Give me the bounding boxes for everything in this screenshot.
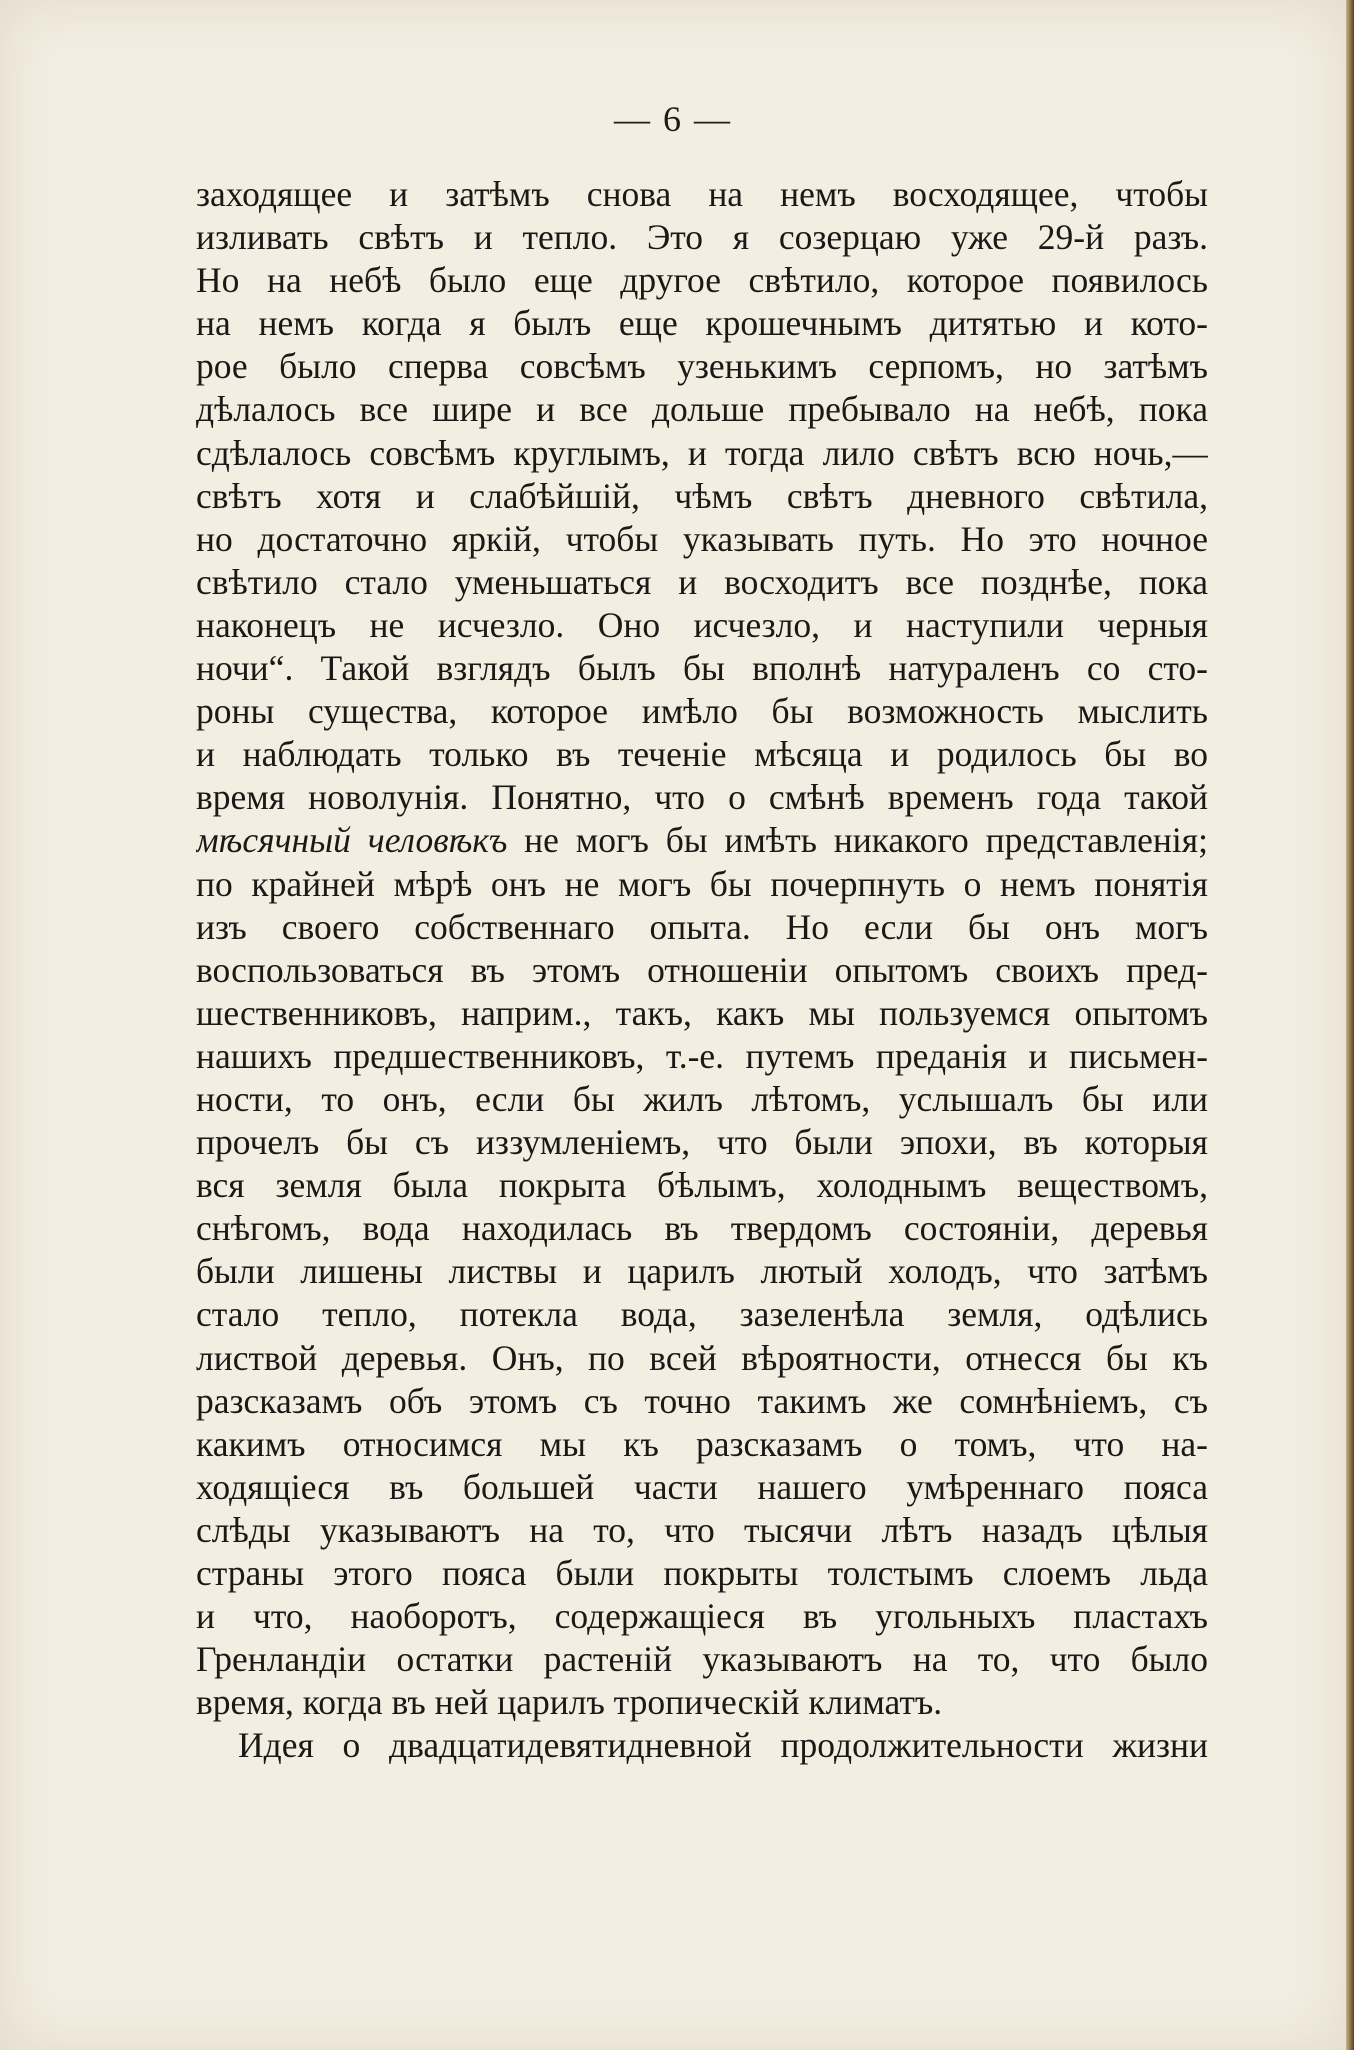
text-line-rest: не могъ бы имѣть никакого представленія;	[524, 820, 1208, 861]
text-line: наконецъ не исчезло. Оно исчезло, и наступили черныя	[196, 604, 1208, 645]
text-line: разсказамъ объ этомъ съ точно такимъ же сомнѣніемъ, съ	[196, 1380, 1208, 1421]
text-line: заходящее и затѣмъ снова на немъ восходящее, чтобы	[196, 174, 1208, 214]
text-line: стало тепло, потекла вода, зазеленѣла земля, одѣлись	[196, 1294, 1208, 1335]
text-line: дѣлалось все шире и все дольше пребывало на небѣ, пока	[196, 389, 1208, 430]
text-line: но достаточно яркій, чтобы указывать путь. Но это ночное	[196, 518, 1208, 559]
text-line-with-italic	[196, 819, 1208, 862]
text-line: свѣтъ хотя и слабѣйшій, чѣмъ свѣтъ дневного свѣтила,	[196, 475, 1208, 516]
text-line: Но на небѣ было еще другое свѣтило, которое появилось	[196, 260, 1208, 301]
text-line: и наблюдать только въ теченіе мѣсяца и родилось бы во	[196, 734, 1208, 775]
text-line: рое было сперва совсѣмъ узенькимъ серпомъ, но затѣмъ	[196, 346, 1208, 387]
text-line: вся земля была покрыта бѣлымъ, холоднымъ веществомъ,	[196, 1165, 1208, 1206]
text-line: изъ своего собственнаго опыта. Но если бы онъ могъ	[196, 906, 1208, 947]
text-line: Гренландіи остатки растеній указываютъ на то, что было	[196, 1639, 1208, 1680]
text-line: ночи“. Такой взглядъ былъ бы вполнѣ натураленъ со сто-	[196, 648, 1208, 689]
text-line: сдѣлалось совсѣмъ круглымъ, и тогда лило свѣтъ всю ночь,—	[196, 432, 1208, 473]
text-line: по крайней мѣрѣ онъ не могъ бы почерпнуть о немъ понятія	[196, 863, 1208, 904]
text-line: на немъ когда я былъ еще крошечнымъ дитятью и кото-	[196, 303, 1208, 344]
page-edge	[1346, 0, 1354, 2050]
text-line: ности, то онъ, если бы жилъ лѣтомъ, услышалъ бы или	[196, 1078, 1208, 1119]
text-line: изливать свѣтъ и тепло. Это я созерцаю уже 29-й разъ.	[196, 217, 1208, 258]
text-line: ходящіеся въ большей части нашего умѣреннаго пояса	[196, 1466, 1208, 1507]
italic-phrase: мѣсячный человѣкъ	[196, 820, 508, 861]
text-line: снѣгомъ, вода находилась въ твердомъ состояніи, деревья	[196, 1208, 1208, 1249]
page-number: — 6 —	[614, 99, 732, 139]
text-line: время новолунія. Понятно, что о смѣнѣ временъ года такой	[196, 777, 1208, 818]
text-line: шественниковъ, наприм., такъ, какъ мы пользуемся опытомъ	[196, 992, 1208, 1033]
text-line: прочелъ бы съ иззумленіемъ, что были эпохи, въ которыя	[196, 1122, 1208, 1163]
text-line: нашихъ предшественниковъ, т.-е. путемъ преданія и письмен-	[196, 1035, 1208, 1076]
text-line: были лишены листвы и царилъ лютый холодъ, что затѣмъ	[196, 1251, 1208, 1292]
text-line: свѣтило стало уменьшаться и восходитъ все позднѣе, пока	[196, 561, 1208, 602]
text-line: и что, наоборотъ, содержащіеся въ угольныхъ пластахъ	[196, 1596, 1208, 1637]
text-line: страны этого пояса были покрыты толстымъ слоемъ льда	[196, 1553, 1208, 1593]
paragraph-last-line: время, когда въ ней царилъ тропическій климатъ.	[196, 1682, 943, 1723]
text-line: какимъ относимся мы къ разсказамъ о томъ, что на-	[196, 1423, 1208, 1464]
paragraph-first-line: Идея о двадцатидевятидневной продолжительности жизни	[238, 1725, 1208, 1766]
body-text	[196, 173, 1208, 1767]
text-line: роны существа, которое имѣло бы возможность мыслить	[196, 691, 1208, 732]
text-line: слѣды указываютъ на то, что тысячи лѣтъ назадъ цѣлыя	[196, 1509, 1208, 1550]
text-line: воспользоваться въ этомъ отношеніи опытомъ своихъ пред-	[196, 949, 1208, 990]
text-line: листвой деревья. Онъ, по всей вѣроятности, отнесся бы къ	[196, 1337, 1208, 1378]
